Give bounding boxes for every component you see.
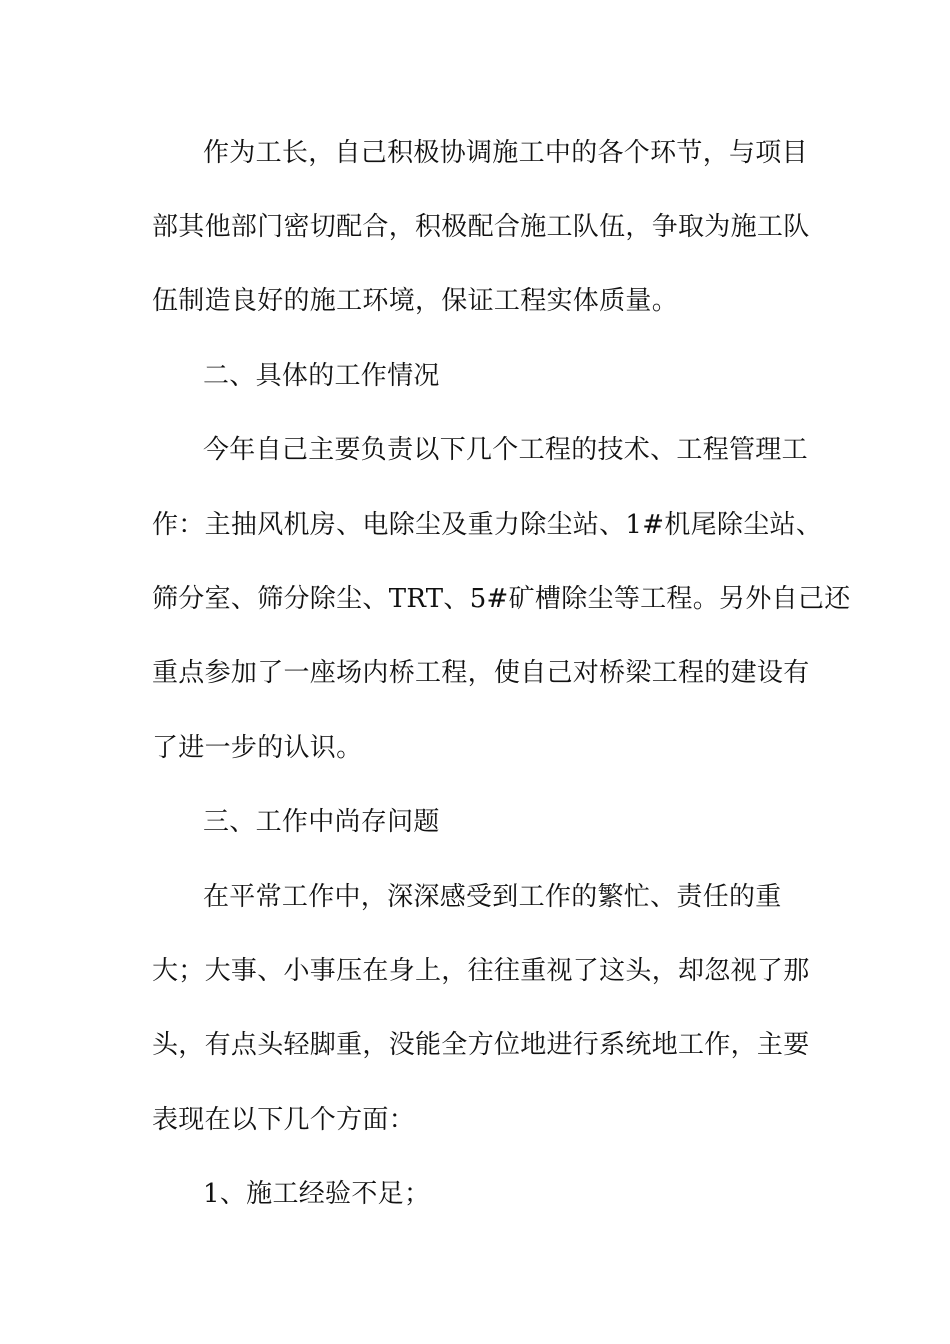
paragraph-line: 重点参加了一座场内桥工程，使自己对桥梁工程的建设有: [152, 658, 810, 688]
list-item: 1、施工经验不足；: [203, 1179, 431, 1209]
paragraph-line: 今年自己主要负责以下几个工程的技术、工程管理工: [203, 435, 808, 465]
paragraph-line: 部其他部门密切配合，积极配合施工队伍，争取为施工队: [152, 212, 810, 242]
paragraph-line: 伍制造良好的施工环境，保证工程实体质量。: [152, 286, 679, 316]
paragraph-line: 作为工长，自己积极协调施工中的各个环节，与项目: [203, 138, 808, 168]
paragraph-line: 表现在以下几个方面：: [152, 1105, 416, 1135]
paragraph-line: 筛分室、筛分除尘、TRT、5#矿槽除尘等工程。另外自己还: [152, 584, 851, 614]
paragraph-line: 作：主抽风机房、电除尘及重力除尘站、1#机尾除尘站、: [152, 510, 823, 540]
paragraph-line: 在平常工作中，深深感受到工作的繁忙、责任的重: [203, 882, 782, 912]
paragraph-line: 头，有点头轻脚重，没能全方位地进行系统地工作，主要: [152, 1030, 810, 1060]
paragraph-line: 了进一步的认识。: [152, 733, 363, 763]
section-heading: 二、具体的工作情况: [203, 361, 440, 391]
paragraph-line: 大；大事、小事压在身上，往往重视了这头，却忽视了那: [152, 956, 810, 986]
section-heading: 三、工作中尚存问题: [203, 807, 440, 837]
